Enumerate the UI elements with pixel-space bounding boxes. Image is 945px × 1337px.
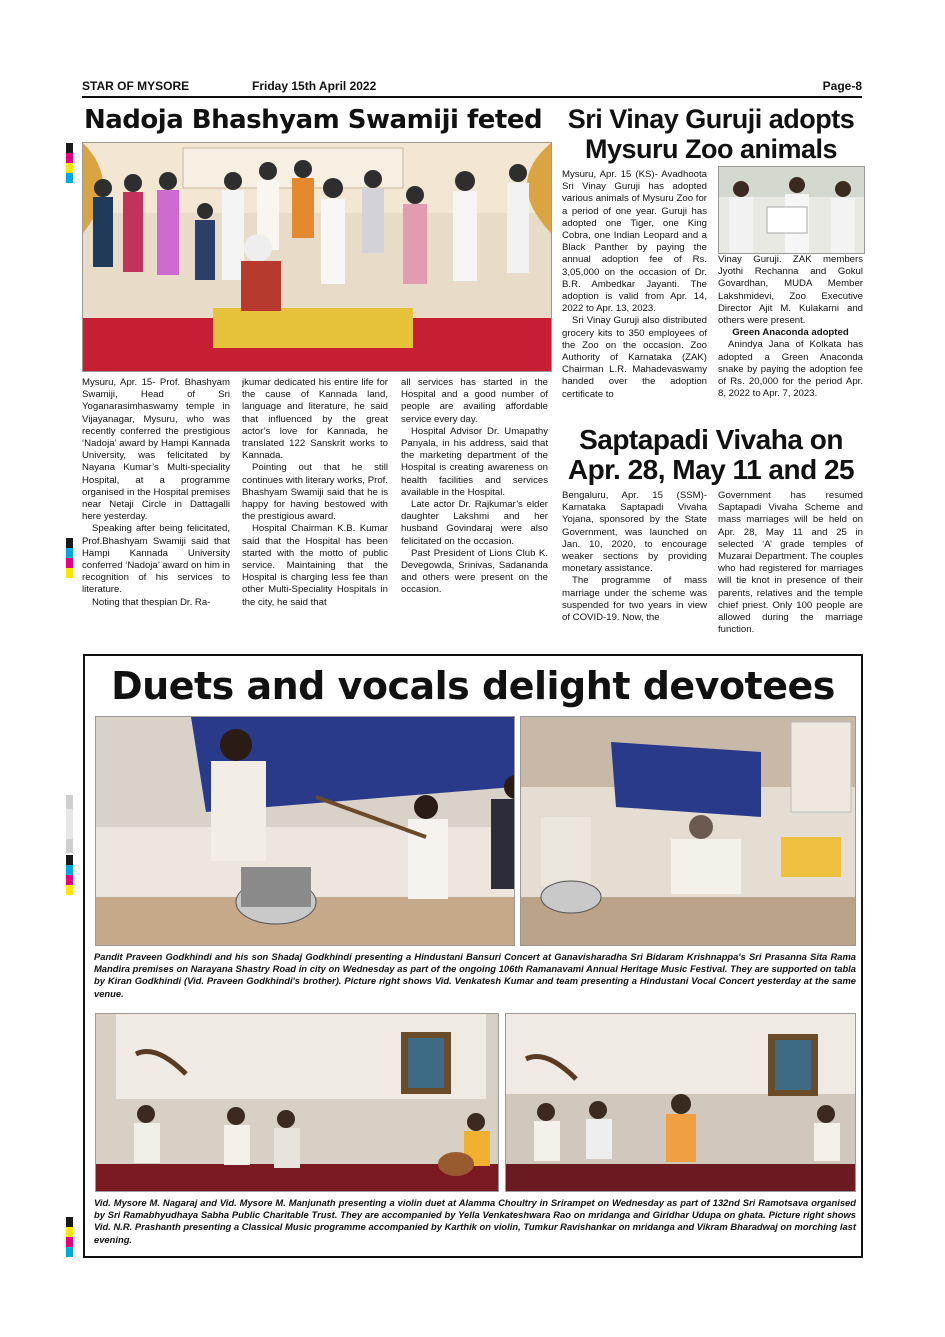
saptapadi-para: The programme of mass marriage under the scheme was suspended for two years in view of COVID-19. Now, the (562, 575, 707, 624)
nadoja-para: Past President of Lions Club K. Devegowda, Srinivas, Sadananda and others were present on the occasion. (401, 547, 548, 596)
green-anaconda-subhead: Green Anaconda adopted (732, 327, 849, 339)
nadoja-para: jkumar dedicated his entire life for the cause of Kannada land, language and literature, he said that influenced by the great actor’s love for Kannada, he translated 122 Sanskrit works to Kannada. (242, 377, 388, 462)
bansuri-concert-photo (95, 716, 515, 946)
vocal-concert-photo (520, 716, 856, 946)
saptapadi-column-right (718, 490, 863, 636)
saptapadi-para: Bengaluru, Apr. 15 (SSM)- Karnataka Saptapadi Vivaha Yojana, sponsored by the State Government, was launched on Jan. 10, 2020, to encourage weaker sections by providing monetary assistance. (562, 490, 707, 575)
nadoja-column-3 (401, 377, 548, 597)
nadoja-headline: Nadoja Bhashyam Swamiji feted (84, 105, 543, 135)
nadoja-para: Mysuru, Apr. 15- Prof. Bhashyam Swamiji, Head of Sri Yoganarasimhaswamy temple in Vijayanagar, Mysuru, who was recently conferred the prestigious ‘Nadoja’ award by Hampi Kannada University, was felicitated by Nayana Kumar’s Multi-speciality Hospital, at a programme organised in the Hospital premises near Netaji Circle in Dattagalli here yesterday. (82, 377, 230, 523)
saptapadi-column-left (562, 490, 707, 624)
nadoja-column-1 (82, 377, 230, 609)
nadoja-column-2 (242, 377, 388, 609)
page-header (82, 79, 862, 97)
vinay-para: Sri Vinay Guruji also distributed grocery kits to 350 employees of the Zoo on the occasion. Zoo Authority of Karnataka (ZAK) Chairman L.R. Mahadevaswamy handed over the adoption certificate to (562, 315, 707, 400)
vinay-column-left (562, 169, 707, 401)
nadoja-para: Hospital Chairman K.B. Kumar said that the Hospital has been started with the motto of public service. Maintaining that the Hospital is charging less fee than other Multi-Speciality Hospitals in the city, he said that (242, 523, 388, 608)
vinay-para: Anindya Jana of Kolkata has adopted a Green Anaconda snake by paying the adoption fee of Rs. 20,000 for the period Apr. 8, 2022 to Apr. 7, 2023. (718, 339, 863, 400)
registration-gray-bar (66, 795, 73, 853)
duets-headline: Duets and vocals delight devotees (111, 664, 835, 708)
nadoja-para: Late actor Dr. Rajkumar’s elder daughter Lakshmi and her husband Govindaraj were also felicitated on the occasion. (401, 499, 548, 547)
nadoja-para: Pointing out that he still continues with literary works, Prof. Bhashyam Swamiji said that he is happy for having bestowed with the prestigious award. (242, 462, 388, 523)
saptapadi-headline-line2: Apr. 28, May 11 and 25 (567, 454, 855, 485)
classical-programme-photo (505, 1013, 856, 1192)
nadoja-para: Noting that thespian Dr. Ra- (92, 596, 211, 608)
vinay-para: Vinay Guruji. ZAK members Jyothi Rechanna and Gokul Govardhan, MUDA Member Lakshmidevi, Zoo Executive Director Ajit M. Kulakarni and others were present. (718, 254, 863, 327)
nadoja-para: all services has started in the Hospital and a good number of people are availing affordable service every day. (401, 377, 548, 425)
registration-bar-top (66, 143, 73, 183)
header-rule (82, 96, 862, 98)
duets-caption-1: Pandit Praveen Godkhindi and his son Shadaj Godkhindi presenting a Hindustani Bansuri Concert at Ganavisharadha Sri Bidaram Krishnappa's Sri Prasanna Sita Rama Mandira premises on Narayana Shastry Road in city on Wednesday as part of the ongoing 106th Ramanavami Annual Heritage Music Festival. They are supported on tabla by Kiran Godkhindi (Vid. Praveen Godkhindi's brother). Picture right shows Vid. Venkatesh Kumar and team presenting a Hindustani Vocal Concert yesterday at the same venue. (94, 951, 856, 999)
nadoja-felicitation-photo (82, 142, 552, 372)
vinay-headline: Sri Vinay Guruji adopts Mysuru Zoo animals (567, 104, 855, 164)
vinay-adoption-photo (718, 166, 865, 254)
vinay-column-right (718, 254, 863, 400)
newspaper-name: STAR OF MYSORE (82, 79, 190, 93)
registration-bar-mid (66, 538, 73, 578)
violin-duet-photo (95, 1013, 499, 1192)
issue-date: Friday 15th April 2022 (252, 79, 377, 93)
nadoja-para: Hospital Advisor Dr. Umapathy Panyala, in his address, said that the marketing department of the Hospital is creating awareness on health facilities and services available in the Hospital. (401, 425, 548, 498)
duets-caption-2: Vid. Mysore M. Nagaraj and Vid. Mysore M. Manjunath presenting a violin duet at Alamma Choultry in Srirampet on Wednesday as part of 132nd Sri Ramotsava organised by Sri Ramabhyudhaya Sabha Public Charitable Trust. They are accompanied by Yella Venkateshwara Rao on mridanga and Giridhar Udupa on ghata. Picture right shows Vid. N.R. Prashanth presenting a Classical Music programme accompanied by Karthik on violin, Tumkur Ravishankar on mridanga and Vikram Bharadwaj on morching last evening. (94, 1197, 856, 1245)
registration-bar-bottom (66, 1217, 73, 1257)
saptapadi-headline (558, 425, 864, 485)
registration-bar-low (66, 855, 73, 895)
saptapadi-headline-line1: Saptapadi Vivaha on (579, 424, 843, 455)
saptapadi-para: Government has resumed Saptapadi Vivaha Scheme and mass marriages will be held on Apr. 28, May 11 and 25 in selected ‘A’ grade temples of Muzarai Department. The couples who had registered for marriages will tie knot in presence of their parents, relatives and the temple chief priest. Only 100 people are allowed during the marriage function. (718, 490, 863, 636)
page-number: Page-8 (822, 79, 862, 93)
vinay-para: Mysuru, Apr. 15 (KS)- Avadhoota Sri Vinay Guruji has adopted various animals of Mysuru Zoo for a period of one year. Guruji has adopted one Tiger, one King Cobra, one Indian Leopard and a Black Panther by paying the annual adoption fee of Rs. 3,05,000 on the occasion of Dr. B.R. Ambedkar Jayanti. The adoption is valid from Apr. 14, 2022 to Apr. 13, 2023. (562, 169, 707, 315)
nadoja-para: Speaking after being felicitated, Prof.Bhashyam Swamiji said that Hampi Kannada University conferred ‘Nadoja’ award on him in recognition of his services to literature. (82, 523, 230, 596)
